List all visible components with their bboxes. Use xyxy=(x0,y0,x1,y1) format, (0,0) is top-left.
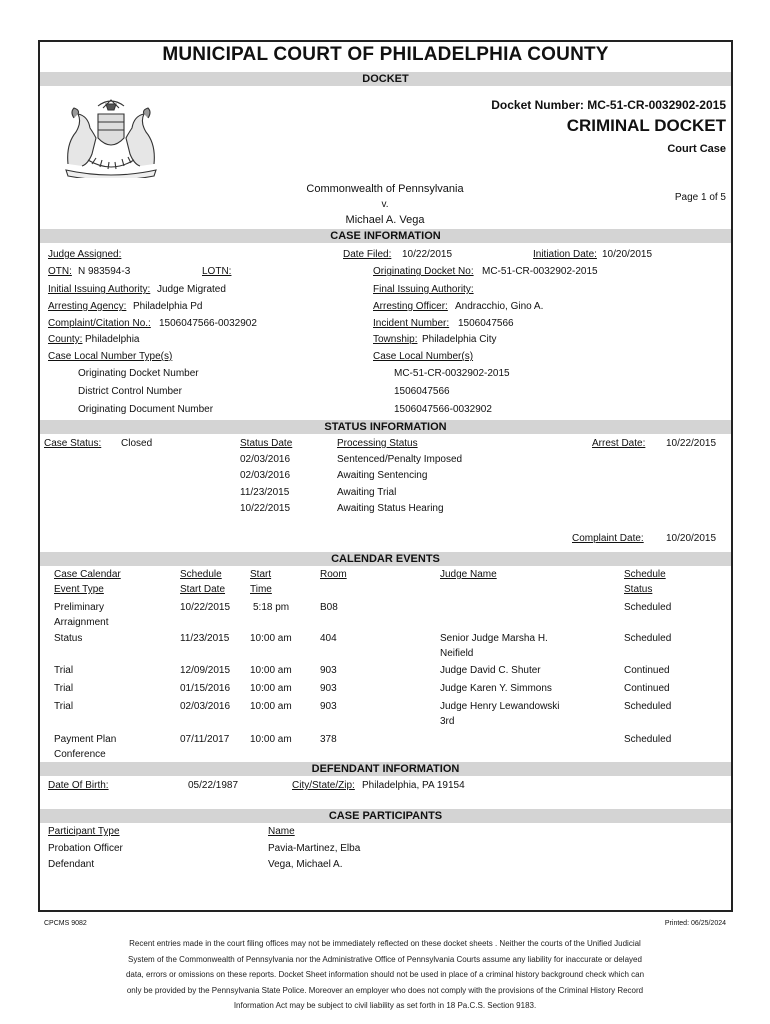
case-participants-bar: CASE PARTICIPANTS xyxy=(40,809,731,823)
disclaimer-line: data, errors or omissions on these reports. Docket Sheet information should not be used in place of a criminal history background check which can xyxy=(125,970,645,979)
originating-docket-label: Originating Docket No: xyxy=(373,266,474,277)
defendant-information-bar: DEFENDANT INFORMATION xyxy=(40,762,731,776)
city-state-zip-label: City/State/Zip: xyxy=(292,780,355,791)
disclaimer-line: only be provided by the Pennsylvania State Police. Moreover an employer who does not comply with the provisions of the Criminal History Record xyxy=(126,985,644,995)
local-number: 1506047566-0032902 xyxy=(394,404,492,415)
initiation-date-value: 10/20/2015 xyxy=(602,249,653,260)
arrest-date-value: 10/22/2015 xyxy=(666,438,717,449)
event-judge: Judge David C. Shuter xyxy=(440,665,541,676)
court-title: MUNICIPAL COURT OF PHILADELPHIA COUNTY xyxy=(162,44,609,65)
status-date-header: Status Date xyxy=(240,438,293,449)
complaint-number-label: Complaint/Citation No.: xyxy=(48,318,151,329)
arresting-officer-label: Arresting Officer: xyxy=(373,301,448,312)
status-date: 10/22/2015 xyxy=(240,503,291,514)
event-room: 378 xyxy=(320,734,337,745)
event-type: Trial xyxy=(54,701,74,712)
event-type-header: Case Calendar xyxy=(54,569,121,580)
caption-versus: v. xyxy=(381,199,389,210)
event-type-cont: Conference xyxy=(54,749,106,760)
disclaimer xyxy=(60,936,710,1014)
event-date: 07/11/2017 xyxy=(180,734,230,745)
participant-name-header: Name xyxy=(268,826,295,837)
event-time: 10:00 am xyxy=(250,701,292,712)
start-time-header: Time xyxy=(250,584,272,595)
event-type: Trial xyxy=(54,665,74,676)
local-number: MC-51-CR-0032902-2015 xyxy=(394,368,510,379)
event-status: Scheduled xyxy=(624,701,672,712)
status-information-bar: STATUS INFORMATION xyxy=(40,420,731,434)
initial-authority-value: Judge Migrated xyxy=(157,284,226,295)
event-judge: Judge Karen Y. Simmons xyxy=(440,683,552,694)
event-status: Continued xyxy=(624,665,670,676)
incident-number-label: Incident Number: xyxy=(373,318,450,329)
disclaimer-line: Information Act may be subject to civil liability as set forth in 18 Pa.C.S. Section 9183. xyxy=(233,1001,537,1010)
originating-docket-value: MC-51-CR-0032902-2015 xyxy=(482,266,598,277)
event-judge: Senior Judge Marsha H. xyxy=(440,633,548,644)
date-filed-value: 10/22/2015 xyxy=(402,249,453,260)
participant-type: Probation Officer xyxy=(48,843,123,854)
event-date: 02/03/2016 xyxy=(180,701,231,712)
participant-type-header: Participant Type xyxy=(48,826,120,837)
processing-status: Awaiting Trial xyxy=(337,487,397,498)
event-room: 903 xyxy=(320,701,337,712)
local-number: 1506047566 xyxy=(394,386,450,397)
event-judge-cont: 3rd xyxy=(440,716,455,727)
lotn-label: LOTN: xyxy=(202,266,232,277)
case-status-value: Closed xyxy=(121,438,153,449)
coat-of-arms-icon xyxy=(48,94,174,178)
event-status: Scheduled xyxy=(624,734,672,745)
participant-name: Vega, Michael A. xyxy=(268,859,343,870)
caption-commonwealth: Commonwealth of Pennsylvania xyxy=(306,183,464,195)
local-number-type: Originating Document Number xyxy=(78,404,214,415)
arresting-officer-value: Andracchio, Gino A. xyxy=(455,301,544,312)
processing-status: Awaiting Sentencing xyxy=(337,470,428,481)
incident-number-value: 1506047566 xyxy=(458,318,514,329)
event-time: 5:18 pm xyxy=(253,602,290,613)
event-status: Scheduled xyxy=(624,633,672,644)
otn-value: N 983594-3 xyxy=(78,266,131,277)
case-kind: Court Case xyxy=(667,143,726,155)
event-room: 903 xyxy=(320,683,337,694)
local-numbers-label: Case Local Number(s) xyxy=(373,351,474,362)
otn-label: OTN: xyxy=(48,266,72,277)
event-judge: Judge Henry Lewandowski xyxy=(440,701,560,712)
initial-authority-label: Initial Issuing Authority: xyxy=(48,284,151,295)
event-status: Continued xyxy=(624,683,670,694)
complaint-date-label: Complaint Date: xyxy=(572,533,644,544)
schedule-status-header: Schedule xyxy=(624,569,666,580)
arresting-agency-value: Philadelphia Pd xyxy=(133,301,203,312)
complaint-number-value: 1506047566-0032902 xyxy=(159,318,257,329)
event-room: 903 xyxy=(320,665,337,676)
printed-date: Printed: 06/25/2024 xyxy=(664,920,726,927)
arresting-agency-label: Arresting Agency: xyxy=(48,301,127,312)
event-time: 10:00 am xyxy=(250,683,292,694)
event-date: 10/22/2015 xyxy=(180,602,231,613)
local-number-type: District Control Number xyxy=(78,386,182,397)
room-header: Room xyxy=(320,569,347,580)
event-time: 10:00 am xyxy=(250,665,292,676)
status-date: 02/03/2016 xyxy=(240,470,291,481)
event-time: 10:00 am xyxy=(250,633,292,644)
participant-name: Pavia-Martinez, Elba xyxy=(268,843,361,854)
docket-bar: DOCKET xyxy=(40,72,731,86)
participant-type: Defendant xyxy=(48,859,95,870)
dob-label: Date Of Birth: xyxy=(48,780,109,791)
disclaimer-line: Recent entries made in the court filing offices may not be immediately reflected on these docket sheets . Neither the courts of the Unified Judicial xyxy=(129,939,641,948)
disclaimer-line: System of the Commonwealth of Pennsylvania nor the Administrative Office of Pennsylvania Courts assume any liability for inaccurate or delayed xyxy=(128,954,642,964)
event-type: Status xyxy=(54,633,83,644)
processing-status-header: Processing Status xyxy=(337,438,418,449)
processing-status: Sentenced/Penalty Imposed xyxy=(337,454,463,465)
event-type: Payment Plan xyxy=(54,734,117,745)
event-time: 10:00 am xyxy=(250,734,292,745)
event-type: Trial xyxy=(54,683,74,694)
start-time-header: Start xyxy=(250,569,272,580)
docket-number: Docket Number: MC-51-CR-0032902-2015 xyxy=(491,98,726,112)
case-status-label: Case Status: xyxy=(44,438,102,449)
event-status: Scheduled xyxy=(624,602,672,613)
arrest-date-label: Arrest Date: xyxy=(592,438,646,449)
schedule-status-header: Status xyxy=(624,584,653,595)
form-code: CPCMS 9082 xyxy=(44,920,87,927)
local-number-type: Originating Docket Number xyxy=(78,368,199,379)
complaint-date-value: 10/20/2015 xyxy=(666,533,717,544)
event-date: 01/15/2016 xyxy=(180,683,231,694)
event-type-header: Event Type xyxy=(54,584,104,595)
status-date: 11/23/2015 xyxy=(240,487,290,498)
case-information-bar: CASE INFORMATION xyxy=(40,229,731,243)
local-number-types-label: Case Local Number Type(s) xyxy=(48,351,173,362)
initiation-date-label: Initiation Date: xyxy=(533,249,597,260)
county-label: County: xyxy=(48,334,83,345)
start-date-header: Schedule xyxy=(180,569,222,580)
docket-type: CRIMINAL DOCKET xyxy=(566,116,726,135)
calendar-events-bar: CALENDAR EVENTS xyxy=(40,552,731,566)
event-room: 404 xyxy=(320,633,337,644)
final-authority-label: Final Issuing Authority: xyxy=(373,284,474,295)
processing-status: Awaiting Status Hearing xyxy=(337,503,444,514)
event-type-cont: Arraignment xyxy=(54,617,109,628)
township-label: Township: xyxy=(373,334,418,345)
page-indicator: Page 1 of 5 xyxy=(674,192,726,203)
judge-name-header: Judge Name xyxy=(440,569,497,580)
township-value: Philadelphia City xyxy=(422,334,497,345)
date-filed-label: Date Filed: xyxy=(343,249,392,260)
event-room: B08 xyxy=(320,602,338,613)
judge-assigned-label: Judge Assigned: xyxy=(48,249,122,260)
status-date: 02/03/2016 xyxy=(240,454,291,465)
county-value: Philadelphia xyxy=(85,334,140,345)
start-date-header: Start Date xyxy=(180,584,226,595)
city-state-zip-value: Philadelphia, PA 19154 xyxy=(362,780,465,791)
event-date: 12/09/2015 xyxy=(180,665,231,676)
caption-defendant: Michael A. Vega xyxy=(345,214,425,226)
event-judge-cont: Neifield xyxy=(440,648,474,659)
dob-value: 05/22/1987 xyxy=(188,780,239,791)
event-date: 11/23/2015 xyxy=(180,633,230,644)
event-type: Preliminary xyxy=(54,602,105,613)
